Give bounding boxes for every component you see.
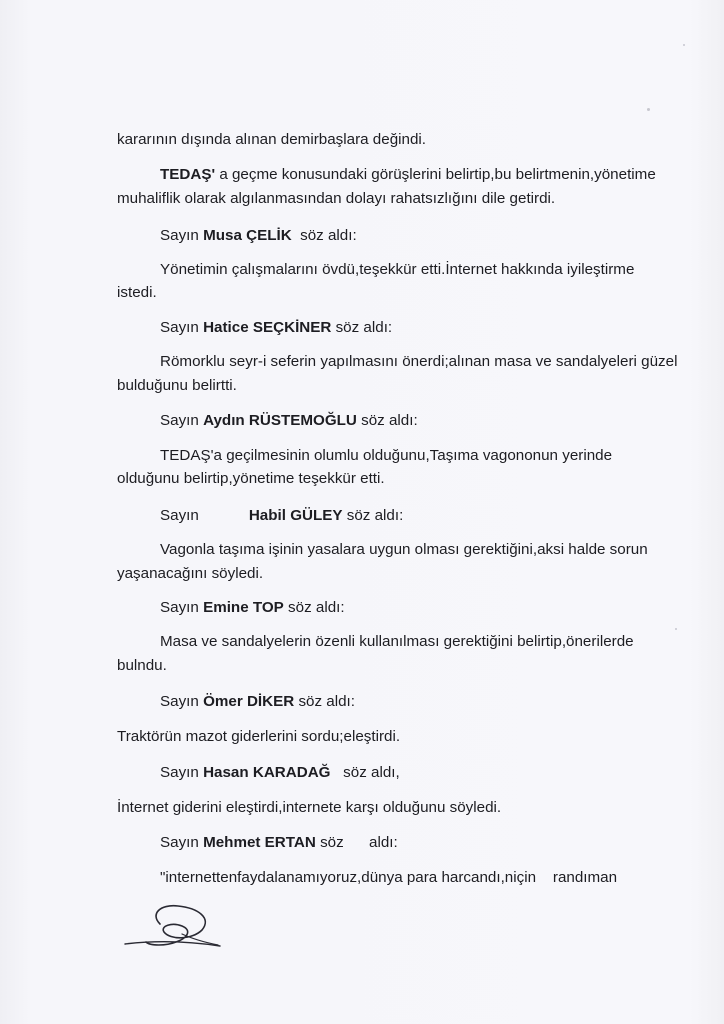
text-line: Römorklu seyr-i seferin yapılmasını önerdi;alınan masa ve sandalyeleri güzel [160, 353, 678, 370]
line-text: Sayın [160, 319, 204, 336]
line-text: söz aldı: [331, 319, 393, 336]
line-text: Sayın [160, 764, 204, 781]
speaker-line [160, 693, 355, 711]
speaker-line [160, 599, 345, 617]
line-text: a geçme konusundaki görüşlerini belirtip,bu belirtmenin,yönetime [215, 166, 656, 183]
speaker-name: Mehmet ERTAN [203, 834, 316, 851]
text-line: bulduğunu belirtti. [117, 377, 237, 394]
speaker-name: Emine TOP [203, 599, 284, 616]
text-line: Yönetimin çalışmalarını övdü,teşekkür etti.İnternet hakkında iyileştirme [160, 261, 635, 278]
speaker-line [160, 227, 357, 245]
line-text: Sayın [160, 693, 204, 710]
line-text: söz aldı, [330, 764, 400, 781]
line-text: Sayın [160, 507, 199, 524]
text-line: olduğunu belirtip,yönetime teşekkür etti. [117, 470, 385, 487]
speaker-name: Hasan KARADAĞ [203, 764, 331, 781]
text-line: Traktörün mazot giderlerini sordu;eleştirdi. [117, 728, 401, 745]
text-line: yaşanacağını söyledi. [117, 565, 264, 582]
speaker-name: Musa ÇELİK [203, 227, 292, 244]
text-line [160, 166, 656, 184]
line-text: söz aldı: [294, 693, 355, 710]
paper-speck [647, 108, 650, 111]
paper-speck [675, 628, 677, 630]
text-line: kararının dışında alınan demirbaşlara değindi. [117, 131, 427, 148]
speaker-line [160, 507, 403, 525]
speaker-name: Ömer DİKER [203, 693, 295, 710]
line-text: söz aldı: [356, 412, 418, 429]
text-line: "internettenfaydalanamıyoruz,dünya para harcandı,niçin randıman [160, 869, 618, 886]
line-text: söz aldı: [315, 834, 398, 851]
text-line: Vagonla taşıma işinin yasalara uygun olması gerektiğini,aksi halde sorun [160, 541, 648, 558]
speaker-line [160, 764, 400, 782]
text-line: bulndu. [117, 657, 167, 674]
speaker-name: Habil GÜLEY [248, 507, 343, 524]
bold-name: TEDAŞ' [160, 166, 216, 183]
line-text: söz aldı: [342, 507, 404, 524]
line-text: söz aldı: [283, 599, 345, 616]
line-text: Sayın [160, 834, 204, 851]
text-line: TEDAŞ'a geçilmesinin olumlu olduğunu,Taşıma vagononun yerinde [160, 447, 613, 464]
line-text: Sayın [160, 599, 204, 616]
line-text: Sayın [160, 227, 204, 244]
speaker-line [160, 412, 418, 430]
line-text: Sayın [160, 412, 204, 429]
speaker-line [160, 834, 398, 852]
text-line: muhaliflik olarak algılanmasından dolayı rahatsızlığını dile getirdi. [117, 190, 556, 207]
signature-icon [120, 896, 230, 956]
line-text: söz aldı: [291, 227, 357, 244]
paper-speck [683, 44, 685, 46]
text-line: İnternet giderini eleştirdi,internete karşı olduğunu söyledi. [117, 799, 502, 816]
speaker-name: Aydın RÜSTEMOĞLU [203, 412, 357, 429]
speaker-line [160, 319, 392, 337]
text-line: istedi. [117, 284, 157, 301]
speaker-name: Hatice SEÇKİNER [203, 319, 332, 336]
text-line: Masa ve sandalyelerin özenli kullanılması gerektiğini belirtip,önerilerde [160, 633, 634, 650]
